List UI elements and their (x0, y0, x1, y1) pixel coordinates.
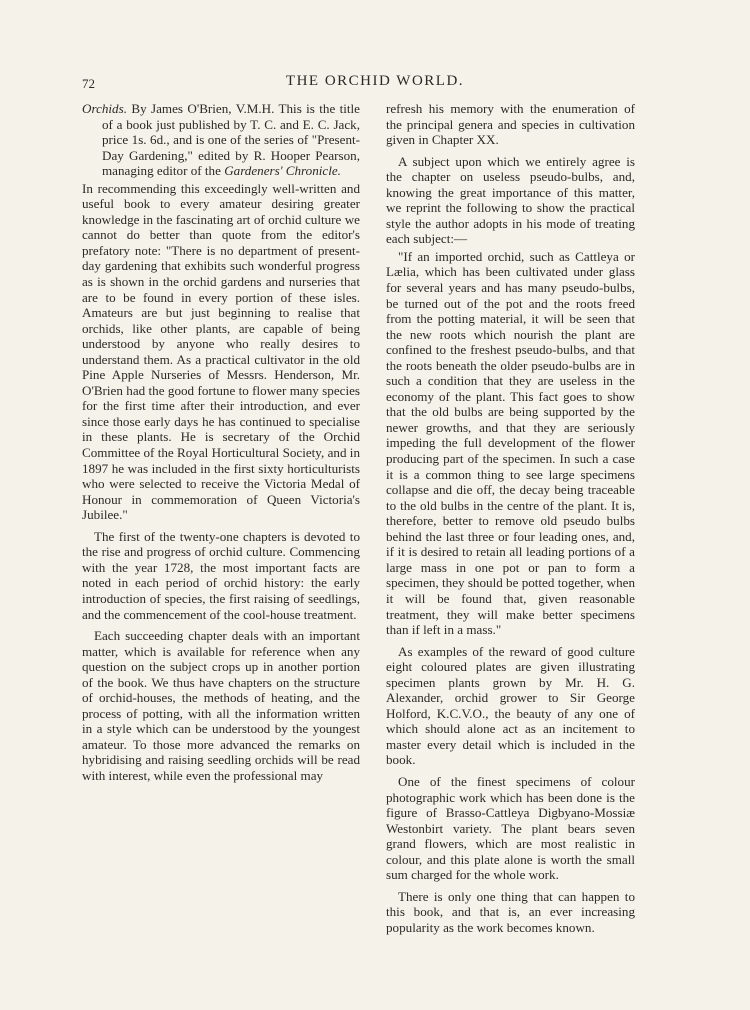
paragraph-continuation: refresh his memory with the enumeration of the principal genera and species in cultivation given in Chapter XX. (386, 101, 635, 148)
quotation-imported-orchid: "If an imported orchid, such as Cattleya or Lælia, which has been cultivated under glass for several years and has many pseudo-bulbs, be turned out of the pot and the roots freed from the potting material, it will be seen that the new roots which nourish the plant are confined to the freshest pseudo-bulbs, and that the roots beneath the older pseudo-bulbs are in such a condition that they are useless in the economy of the plant. This fact goes to show that the old bulbs are being supported by the newer growths, and that they are seriously impeding the full development of the flower producing part of the specimen. In such a case it is a common thing to see large specimens collapse and die off, the decay being traceable to the old bulbs in the centre of the plant. It is, therefore, better to remove old pseudo bulbs behind the last three or four leading ones, and, if it is desired to retain all leading portions of a large mass in one pot or pan to form a specimen, they should be potted together, when it will be found that, given reasonable treatment, they will make better specimens than if left in a mass." (386, 248, 635, 638)
paragraph-pseudo-bulbs: A subject upon which we entirely agree is the chapter on useless pseudo-bulbs, and, knowing the great importance of this matter, we reprint the following to show the practical style the author adopts in his mode of treating each subject:— (386, 153, 635, 247)
paragraph-succeeding-chapters: Each succeeding chapter deals with an important matter, which is available for reference when any question on the subject crops up in another portion of the book. We thus have chapters on the structure of orchid-houses, the methods of heating, and the process of potting, with all the information written in a style which can be understood by the youngest amateur. To those more advanced the remarks on hybridising and raising seedling orchids will be read with interest, while even the professional may (82, 628, 360, 783)
right-column (386, 101, 635, 937)
paragraph-conclusion: There is only one thing that can happen to this book, and that is, an ever increasing popularity as the work becomes known. (386, 888, 635, 935)
book-title: Orchids. (82, 101, 127, 116)
left-column (82, 101, 360, 786)
paragraph-coloured-plates: As examples of the reward of good culture eight coloured plates are given illustrating specimen plants grown by Mr. H. G. Alexander, orchid grower to Sir George Holford, K.C.V.O., the beauty of any one of which should alone act as an incitement to master every detail which is included in the book. (386, 643, 635, 768)
intro-text: By James O'Brien, V.M.H. This is the title of a book just published by T. C. and E. C. Jack, price 1s. 6d., and is one of the series of "Present-Day Gardening," edited by R. Hooper Pearson, managing editor of the (102, 101, 360, 179)
paragraph-chapters: The first of the twenty-one chapters is devoted to the rise and progress of orchid culture. Commencing with the year 1728, the most important facts are noted in each period of orchid history: the early introduction of species, the first raising of seedlings, and the commencement of the cool-house treatment. (82, 528, 360, 622)
running-title: THE ORCHID WORLD. (285, 73, 465, 89)
intro-paragraph (82, 101, 360, 179)
paragraph-recommendation: In recommending this exceedingly well-written and useful book to every amateur desiring greater knowledge in the fascinating art of orchid culture we cannot do better than quote from the editor's prefatory note: "There is no department of present-day gardening that exhibits such wonderful progress as is shown in the orchid gardens and nurseries that are to be found in every portion of these isles. Amateurs are but just beginning to realise that orchids, like other plants, are capable of being understood by anyone who really desires to understand them. As a practical cultivator in the old Pine Apple Nurseries of Messrs. Henderson, Mr. O'Brien had the good fortune to flower many species for the first time after their introduction, and ever since those early days he has continued to specialise in these plants. He is secretary of the Orchid Committee of the Royal Horticultural Society, and in 1897 he was included in the first sixty horticulturists who were selected to receive the Victoria Medal of Honour in commemoration of Queen Victoria's Jubilee." (82, 180, 360, 523)
page-number: 72 (82, 76, 95, 91)
paragraph-colour-photography: One of the finest specimens of colour photographic work which has been done is the figure of Brasso-Cattleya Digbyano-Mossiæ Westonbirt variety. The plant bears seven grand flowers, which are most realistic in colour, and this plate alone is worth the small sum charged for the whole work. (386, 773, 635, 883)
publication-name: Gardeners' Chronicle. (224, 163, 341, 179)
